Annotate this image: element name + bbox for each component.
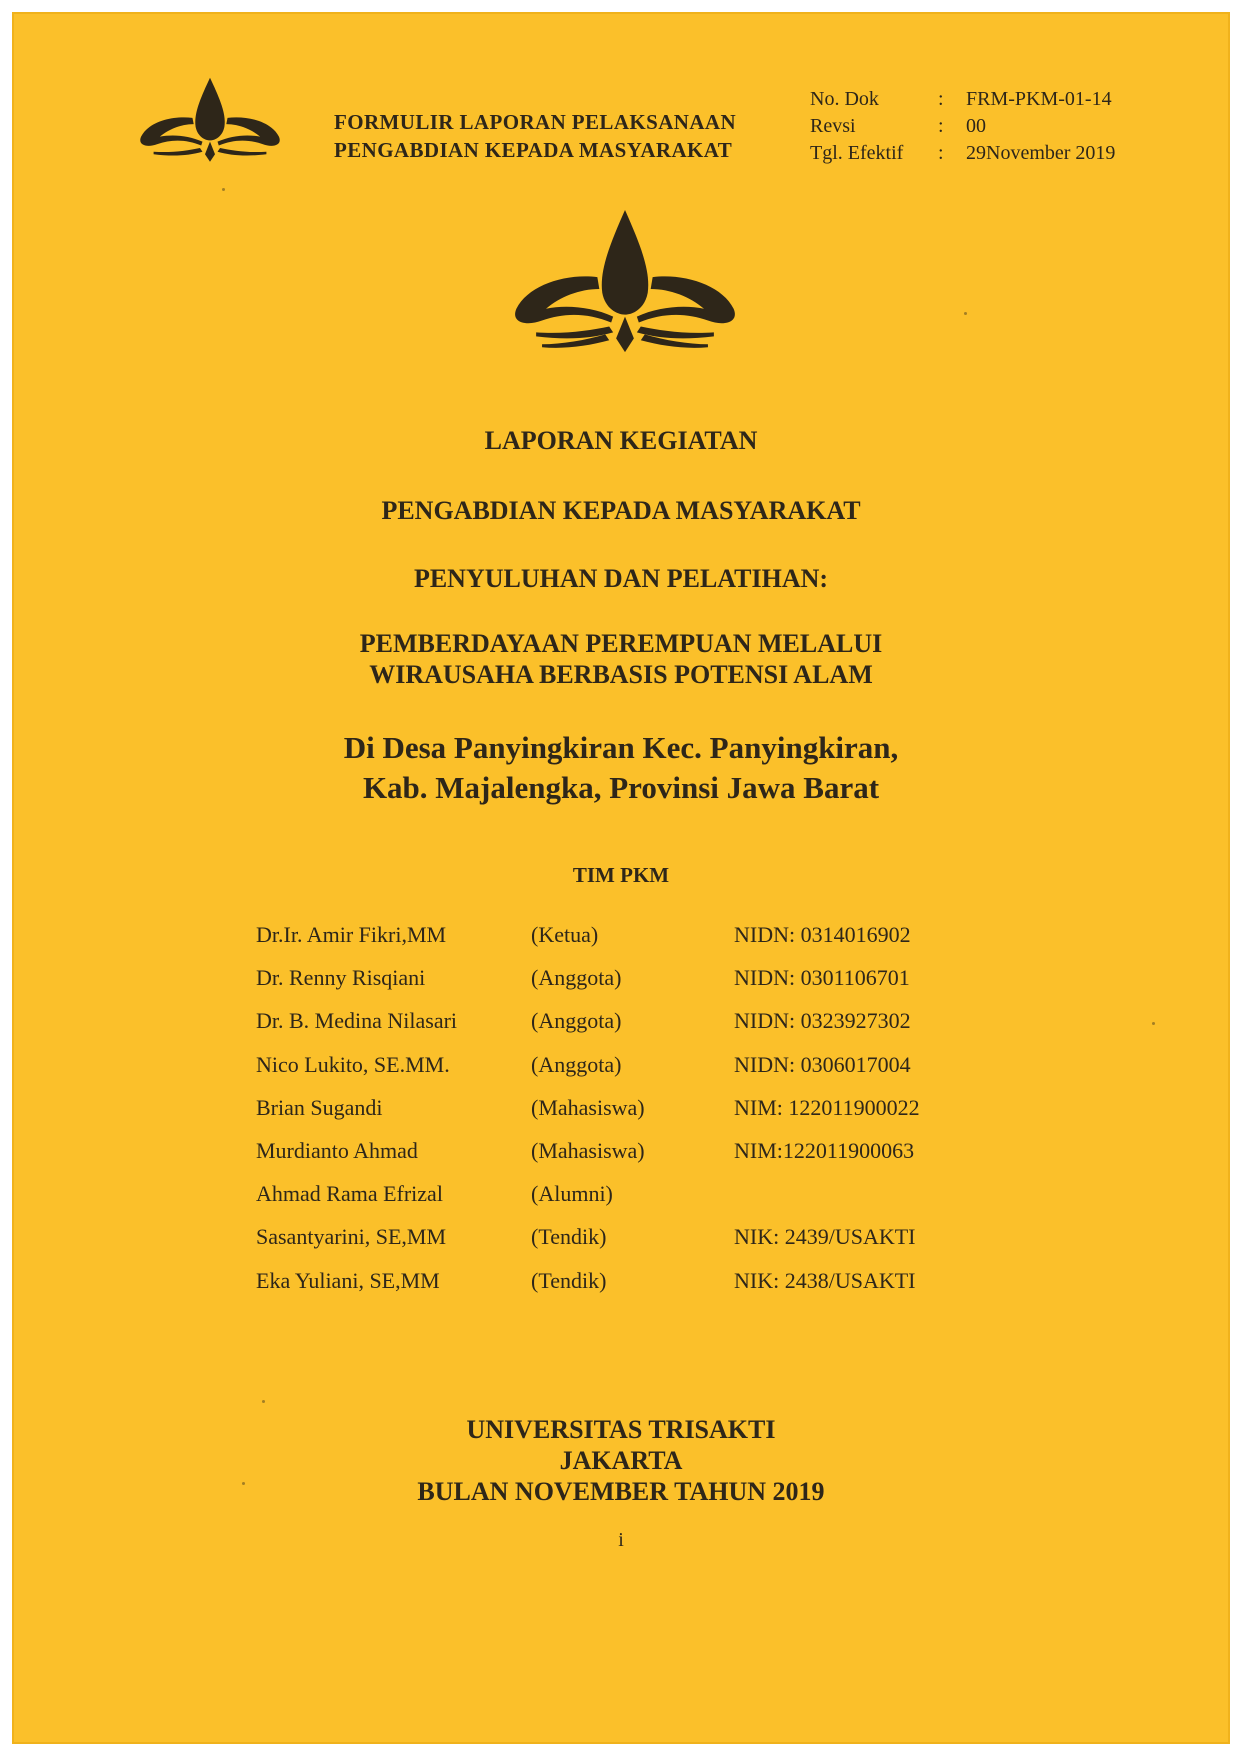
report-date: BULAN NOVEMBER TAHUN 2019 (417, 1477, 825, 1506)
member-name: Dr.Ir. Amir Fikri,MM (256, 922, 447, 947)
team-member-row (256, 1268, 920, 1311)
trisakti-emblem-icon (506, 206, 744, 364)
institution-footer (12, 1414, 1230, 1507)
report-type-title: LAPORAN KEGIATAN (484, 426, 758, 455)
doc-info-value: FRM-PKM-01-14 (966, 88, 1112, 110)
member-role: (Mahasiswa) (531, 1094, 645, 1120)
team-member-row (256, 1052, 920, 1095)
activity-title: PENYULUHAN DAN PELATIHAN: (413, 564, 829, 593)
team-member-row (256, 1008, 920, 1051)
team-list (256, 922, 920, 1311)
team-heading: TIM PKM (572, 863, 670, 887)
doc-info-label: Revsi (810, 115, 856, 137)
location-line1: Di Desa Panyingkiran Kec. Panyingkiran, (343, 730, 899, 765)
member-id: NIDN: 0301106701 (734, 965, 910, 991)
member-name: Murdianto Ahmad (256, 1137, 418, 1163)
scan-speck (1152, 1022, 1155, 1025)
doc-info-colon: : (938, 142, 944, 164)
team-member-row (256, 1224, 920, 1267)
member-name: Ahmad Rama Efrizal (256, 1181, 443, 1207)
scan-speck (964, 312, 967, 315)
member-role: (Mahasiswa) (531, 1137, 645, 1163)
doc-info-label: No. Dok (810, 88, 879, 110)
team-member-row (256, 1095, 920, 1138)
topic-title-line2: WIRAUSAHA BERBASIS POTENSI ALAM (369, 660, 873, 689)
member-id: NIM: 122011900022 (734, 1094, 920, 1120)
member-id: NIDN: 0323927302 (734, 1008, 911, 1034)
topic-title (12, 628, 1230, 690)
page-number: i (618, 1529, 624, 1551)
location-line2: Kab. Majalengka, Provinsi Jawa Barat (362, 770, 880, 805)
member-name: Sasantyarini, SE,MM (256, 1224, 447, 1250)
scan-speck (242, 1482, 245, 1485)
member-id: NIM:122011900063 (734, 1137, 915, 1163)
member-id: NIK: 2439/USAKTI (734, 1224, 916, 1250)
topic-title-line1: PEMBERDAYAAN PEREMPUAN MELALUI (359, 629, 883, 658)
scan-speck (222, 188, 225, 191)
form-title-line1: FORMULIR LAPORAN PELAKSANAAN (334, 110, 737, 134)
member-role: (Tendik) (531, 1224, 607, 1250)
location-title (12, 728, 1230, 808)
doc-info-value: 29November 2019 (966, 142, 1116, 164)
member-role: (Anggota) (531, 1051, 622, 1077)
member-role: (Anggota) (531, 965, 622, 991)
team-member-row (256, 1181, 920, 1224)
form-title-line2: PENGABDIAN KEPADA MASYARAKAT (334, 138, 733, 162)
doc-info-row (810, 113, 1115, 140)
trisakti-emblem-icon (134, 74, 286, 168)
university-name: UNIVERSITAS TRISAKTI (466, 1415, 776, 1444)
team-member-row (256, 922, 920, 965)
scan-speck (262, 1400, 265, 1403)
member-role: (Alumni) (531, 1181, 613, 1207)
form-title (334, 108, 736, 164)
member-role: (Tendik) (531, 1267, 607, 1293)
member-name: Nico Lukito, SE.MM. (256, 1051, 450, 1077)
team-member-row (256, 965, 920, 1008)
program-title: PENGABDIAN KEPADA MASYARAKAT (381, 496, 861, 525)
doc-info-colon: : (938, 88, 944, 110)
team-member-row (256, 1138, 920, 1181)
member-name: Dr. Renny Risqiani (256, 965, 426, 991)
member-name: Brian Sugandi (256, 1094, 383, 1120)
doc-info-value: 00 (966, 115, 986, 137)
doc-info-colon: : (938, 115, 944, 137)
member-role: (Ketua) (531, 922, 599, 947)
member-id: NIDN: 0314016902 (734, 922, 911, 947)
doc-info-row (810, 140, 1115, 167)
document-page (12, 12, 1230, 1744)
doc-info-label: Tgl. Efektif (810, 142, 904, 164)
city-name: JAKARTA (559, 1446, 683, 1475)
document-info-table (810, 86, 1115, 167)
member-role: (Anggota) (531, 1008, 622, 1034)
doc-info-row (810, 86, 1115, 113)
member-id: NIDN: 0306017004 (734, 1051, 911, 1077)
member-id: NIK: 2438/USAKTI (734, 1267, 916, 1293)
member-name: Eka Yuliani, SE,MM (256, 1267, 440, 1293)
member-name: Dr. B. Medina Nilasari (256, 1008, 458, 1034)
